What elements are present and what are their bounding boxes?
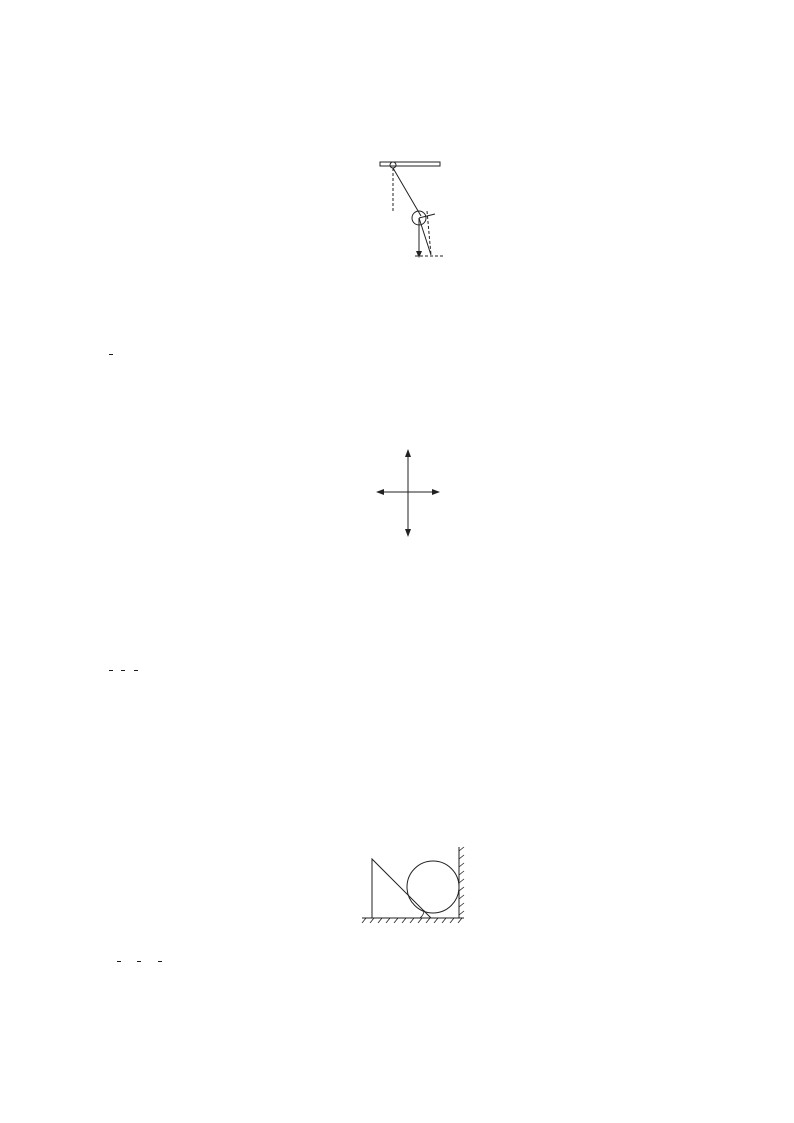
figure-1-diagram: [375, 148, 445, 273]
fraction-mu-2-num: [121, 670, 125, 671]
solution4-intro-line: [107, 115, 117, 133]
option-d-fraction: [158, 961, 162, 962]
option-b-fraction: [117, 961, 121, 962]
option-d-num: [158, 961, 162, 962]
fraction-mu-3-num: [134, 670, 138, 671]
option-b-num: [117, 961, 121, 962]
solution5-line: [107, 1008, 117, 1026]
fraction-tension: [109, 354, 113, 355]
problem5-options: [107, 942, 164, 980]
fraction-mu-1: [109, 670, 113, 671]
friction-coefficient-line: [107, 654, 140, 686]
fraction-mu-2: [121, 670, 125, 671]
option-c[interactable]: [135, 953, 147, 969]
problem5-wedge-sphere-diagram: [358, 843, 478, 923]
option-b[interactable]: [115, 953, 127, 969]
fraction-mu-3: [134, 670, 138, 671]
figure-2-diagram: [370, 443, 460, 551]
solution4-para1: [107, 340, 115, 368]
fraction-tension-num: [109, 354, 113, 355]
fraction-mu-1-num: [109, 670, 113, 671]
option-c-fraction: [137, 961, 141, 962]
option-c-num: [137, 961, 141, 962]
option-d[interactable]: [156, 953, 164, 969]
